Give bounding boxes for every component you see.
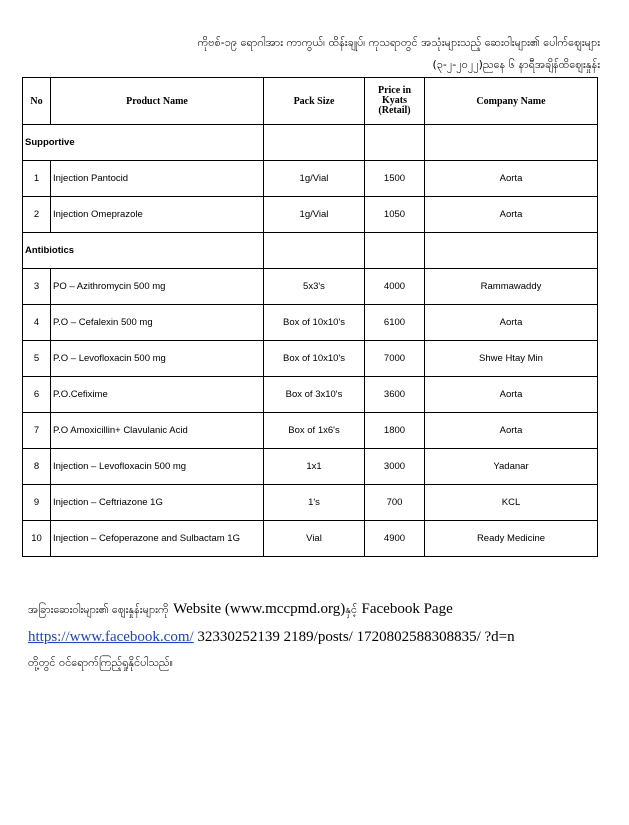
cell-product: P.O Amoxicillin+ Clavulanic Acid [51,413,264,449]
cell-price: 700 [365,485,425,521]
cell-no: 3 [23,269,51,305]
cell-pack: 1x1 [264,449,365,485]
header-price [365,78,425,125]
footer-facebook-page: Facebook Page [361,601,453,617]
cell-company: Aorta [425,413,598,449]
cell-no: 1 [23,161,51,197]
cell-product: Injection Pantocid [51,161,264,197]
header-product-name: Product Name [51,78,264,125]
footer-text-my2: နှင့် [345,603,358,616]
section-label: Antibiotics [23,233,264,269]
cell-company: Rammawaddy [425,269,598,305]
document-title-line1: ကိုဗစ်-၁၉ ရောဂါအား ကာကွယ်၊ ထိန်းချုပ်၊ ကုသရာတွင် အသုံးများသည့် ဆေးဝါးများ၏ ပေါက်ဈေးများ [197,36,600,49]
table-row [23,377,598,413]
cell-price: 4900 [365,521,425,557]
cell-product: P.O – Cefalexin 500 mg [51,305,264,341]
cell-pack: Box of 3x10's [264,377,365,413]
cell-no: 9 [23,485,51,521]
cell-no: 4 [23,305,51,341]
empty-cell [425,125,598,161]
footer-website: Website (www.mccpmd.org) [173,601,346,617]
cell-pack: 1g/Vial [264,161,365,197]
cell-company: Ready Medicine [425,521,598,557]
cell-product: Injection Omeprazole [51,197,264,233]
price-table [22,77,598,557]
table-row [23,197,598,233]
footer-text-my: အခြားဆေးဝါးများ၏ ဈေးနှုန်းများကို [28,603,169,616]
cell-no: 5 [23,341,51,377]
empty-cell [425,233,598,269]
cell-product: P.O.Cefixime [51,377,264,413]
cell-no: 7 [23,413,51,449]
footer-line3: တို့တွင် ဝင်ရောက်ကြည့်ရှုနိုင်ပါသည်။ [28,656,173,669]
facebook-link-path: 32330252139 2189/posts/ 1720802588308835/ ?d=n [193,629,515,645]
header-company-name: Company Name [425,78,598,125]
header-price-line2: Kyats [382,95,407,106]
cell-no: 6 [23,377,51,413]
cell-no: 2 [23,197,51,233]
facebook-link[interactable]: https://www.facebook.com/ [28,629,194,645]
table-row [23,413,598,449]
table-row [23,269,598,305]
cell-price: 1800 [365,413,425,449]
cell-pack: Box of 10x10's [264,305,365,341]
cell-price: 6100 [365,305,425,341]
cell-company: Aorta [425,305,598,341]
section-row-supportive [23,125,598,161]
cell-no: 8 [23,449,51,485]
table-row [23,305,598,341]
cell-company: Yadanar [425,449,598,485]
section-row-antibiotics [23,233,598,269]
table-row [23,161,598,197]
cell-pack: 5x3's [264,269,365,305]
table-row [23,449,598,485]
footer-line2 [28,629,600,646]
cell-price: 7000 [365,341,425,377]
cell-product: Injection – Ceftriazone 1G [51,485,264,521]
header-price-line1: Price in [377,85,412,96]
cell-pack: Box of 10x10's [264,341,365,377]
header-no: No [23,78,51,125]
cell-product: Injection – Levofloxacin 500 mg [51,449,264,485]
cell-price: 3600 [365,377,425,413]
cell-product: Injection – Cefoperazone and Sulbactam 1G [51,521,264,557]
cell-product: PO – Azithromycin 500 mg [51,269,264,305]
empty-cell [264,125,365,161]
cell-no: 10 [23,521,51,557]
document-title-line2: (၃-၂-၂၀၂၂)ညနေ ၆ နာရီအချိန်ထိဈေးနှုန်း [432,58,600,71]
table-row [23,485,598,521]
cell-pack: Vial [264,521,365,557]
cell-company: KCL [425,485,598,521]
cell-pack: 1g/Vial [264,197,365,233]
cell-price: 3000 [365,449,425,485]
cell-price: 1050 [365,197,425,233]
cell-company: Aorta [425,197,598,233]
cell-company: Aorta [425,161,598,197]
cell-pack: Box of 1x6's [264,413,365,449]
cell-company: Shwe Htay Min [425,341,598,377]
section-label: Supportive [23,125,264,161]
cell-pack: 1's [264,485,365,521]
table-row [23,521,598,557]
empty-cell [365,125,425,161]
cell-company: Aorta [425,377,598,413]
cell-product: P.O – Levofloxacin 500 mg [51,341,264,377]
empty-cell [365,233,425,269]
cell-price: 4000 [365,269,425,305]
table-row [23,341,598,377]
header-pack-size: Pack Size [264,78,365,125]
empty-cell [264,233,365,269]
header-price-line3: (Retail) [378,105,411,116]
cell-price: 1500 [365,161,425,197]
table-header-row [23,78,598,125]
footer-line1 [28,601,600,619]
